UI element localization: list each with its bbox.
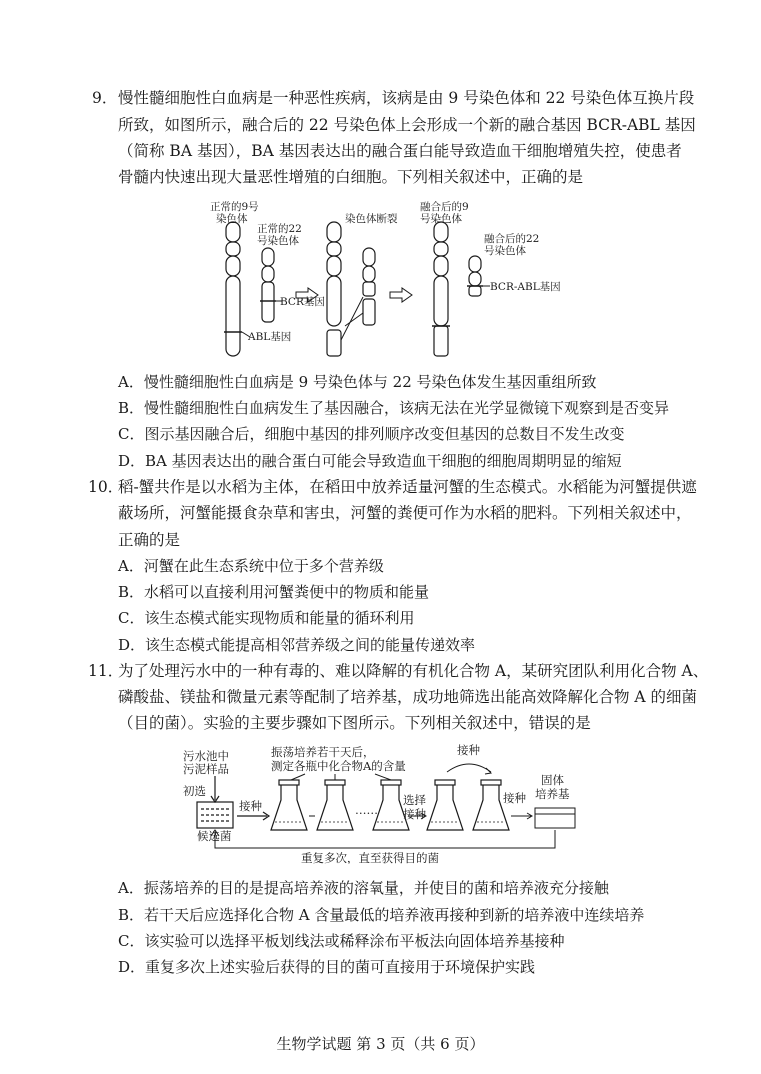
inoculate-label-3: 接种 xyxy=(503,791,526,805)
normal-chr9-label-2: 染色体 xyxy=(216,213,248,225)
q11-option-a: A．振荡培养的目的是提高培养液的溶氧量，并使目的菌和培养液充分接触 xyxy=(118,879,609,897)
bcr-gene-label: BCR基因 xyxy=(280,296,325,308)
normal-chr9-long-arm xyxy=(226,276,240,356)
q10-stem-line-1: 稻-蟹共作是以水稻为主体，在稻田中放养适量河蟹的生态模式。水稻能为河蟹提供遮 xyxy=(118,478,697,496)
q9-option-d: D．BA 基因表达出的融合蛋白可能会导致造血干细胞的细胞周期明显的缩短 xyxy=(118,452,622,470)
q10-number: 10． xyxy=(88,478,124,496)
fused-chr22-label-2: 号染色体 xyxy=(484,245,526,257)
normal-chr22 xyxy=(262,282,274,322)
q11-option-b: B．若干天后应选择化合物 A 含量最低的培养液再接种到新的培养液中连续培养 xyxy=(118,906,645,924)
normal-chr9-label-1: 正常的9号 xyxy=(210,201,259,213)
q10-option-b: B．水稻可以直接利用河蟹粪便中的物质和能量 xyxy=(118,583,430,601)
solid-medium-dish xyxy=(535,808,575,828)
select-label-2: 接种 xyxy=(403,807,426,821)
page-footer: 生物学试题 第 3 页（共 6 页） xyxy=(276,1035,485,1053)
q11-stem-line-1: 为了处理污水中的一种有毒的、难以降解的有机化合物 A，某研究团队利用化合物 A、 xyxy=(118,662,709,680)
sample-label-1: 污水池中 xyxy=(183,749,229,763)
initial-label: 初选 xyxy=(183,784,206,798)
q10-stem-line-3: 正确的是 xyxy=(118,531,181,549)
q9-option-a: A．慢性髓细胞性白血病是 9 号染色体与 22 号染色体发生基因重组所致 xyxy=(118,373,597,391)
screening-process-figure xyxy=(175,744,595,864)
q11-option-c: C．该实验可以选择平板划线法或稀释涂布平板法向固体培养基接种 xyxy=(118,932,565,950)
abl-gene-label: ABL基因 xyxy=(248,331,292,343)
fused-chr22-label-1: 融合后的22 xyxy=(484,233,540,245)
q9-stem-line-4: 骨髓内快速出现大量恶性增殖的白细胞。下列相关叙述中，正确的是 xyxy=(118,168,584,186)
chromosome-translocation-figure xyxy=(200,200,570,360)
ellipsis: …… xyxy=(355,803,378,817)
fused-chr9-label-2: 号染色体 xyxy=(420,213,462,225)
normal-chr9-top-arm xyxy=(226,222,240,242)
solid-medium-label-2: 培养基 xyxy=(535,787,570,801)
q11-stem-line-2: 磷酸盐、镁盐和微量元素等配制了培养基，成功地筛选出能高效降解化合物 A 的细菌 xyxy=(118,688,698,706)
solid-medium-label-1: 固体 xyxy=(541,773,564,787)
sample-label-2: 污泥样品 xyxy=(183,762,229,776)
q10-option-a: A．河蟹在此生态系统中位于多个营养级 xyxy=(118,557,384,575)
normal-chr22-label-1: 正常的22 xyxy=(257,223,302,235)
q9-number: 9． xyxy=(92,89,118,107)
q9-option-b: B．慢性髓细胞性白血病发生了基因融合，该病无法在光学显微镜下观察到是否变异 xyxy=(118,399,670,417)
break-label: 染色体断裂 xyxy=(345,213,398,225)
select-label-1: 选择 xyxy=(403,793,426,807)
inoculate-label-1: 接种 xyxy=(239,799,262,813)
q10-option-c: C．该生态模式能实现物质和能量的循环利用 xyxy=(118,609,415,627)
flask-1 xyxy=(271,784,307,830)
q9-option-c: C．图示基因融合后，细胞中基因的排列顺序改变但基因的总数目不发生改变 xyxy=(118,425,625,443)
normal-chr22-label-2: 号染色体 xyxy=(257,235,299,247)
q9-stem-line-2: 所致，如图所示，融合后的 22 号染色体上会形成一个新的融合基因 BCR-ABL 基因 xyxy=(118,116,696,134)
flask-2 xyxy=(317,784,353,830)
q9-stem-line-1: 慢性髓细胞性白血病是一种恶性疾病，该病是由 9 号染色体和 22 号染色体互换片段 xyxy=(118,89,695,107)
q10-option-d: D．该生态模式能提高相邻营养级之间的能量传递效率 xyxy=(118,636,476,654)
inoculate-label-2: 接种 xyxy=(457,744,480,757)
shake-label-1: 振荡培养若干天后， xyxy=(271,745,375,759)
shake-label-2: 测定各瓶中化合物A的含量 xyxy=(271,759,406,773)
q11-stem-line-3: （目的菌）。实验的主要步骤如下图所示。下列相关叙述中，错误的是 xyxy=(118,714,591,732)
candidate-label: 候选菌 xyxy=(197,829,232,843)
q9-stem-line-3: （简称 BA 基因），BA 基因表达出的融合蛋白能导致造血干细胞增殖失控，使患者 xyxy=(118,142,682,160)
repeat-label: 重复多次，直至获得目的菌 xyxy=(301,851,439,864)
q11-option-d: D．重复多次上述实验后获得的目的菌可直接用于环境保护实践 xyxy=(118,958,536,976)
flask-4 xyxy=(427,784,463,830)
q10-stem-line-2: 蔽场所，河蟹能摄食杂草和害虫，河蟹的粪便可作为水稻的肥料。下列相关叙述中， xyxy=(118,504,692,522)
bcr-abl-gene-label: BCR-ABL基因 xyxy=(490,281,561,293)
fused-chr9-label-1: 融合后的9 xyxy=(420,201,469,213)
q11-number: 11． xyxy=(88,662,124,680)
